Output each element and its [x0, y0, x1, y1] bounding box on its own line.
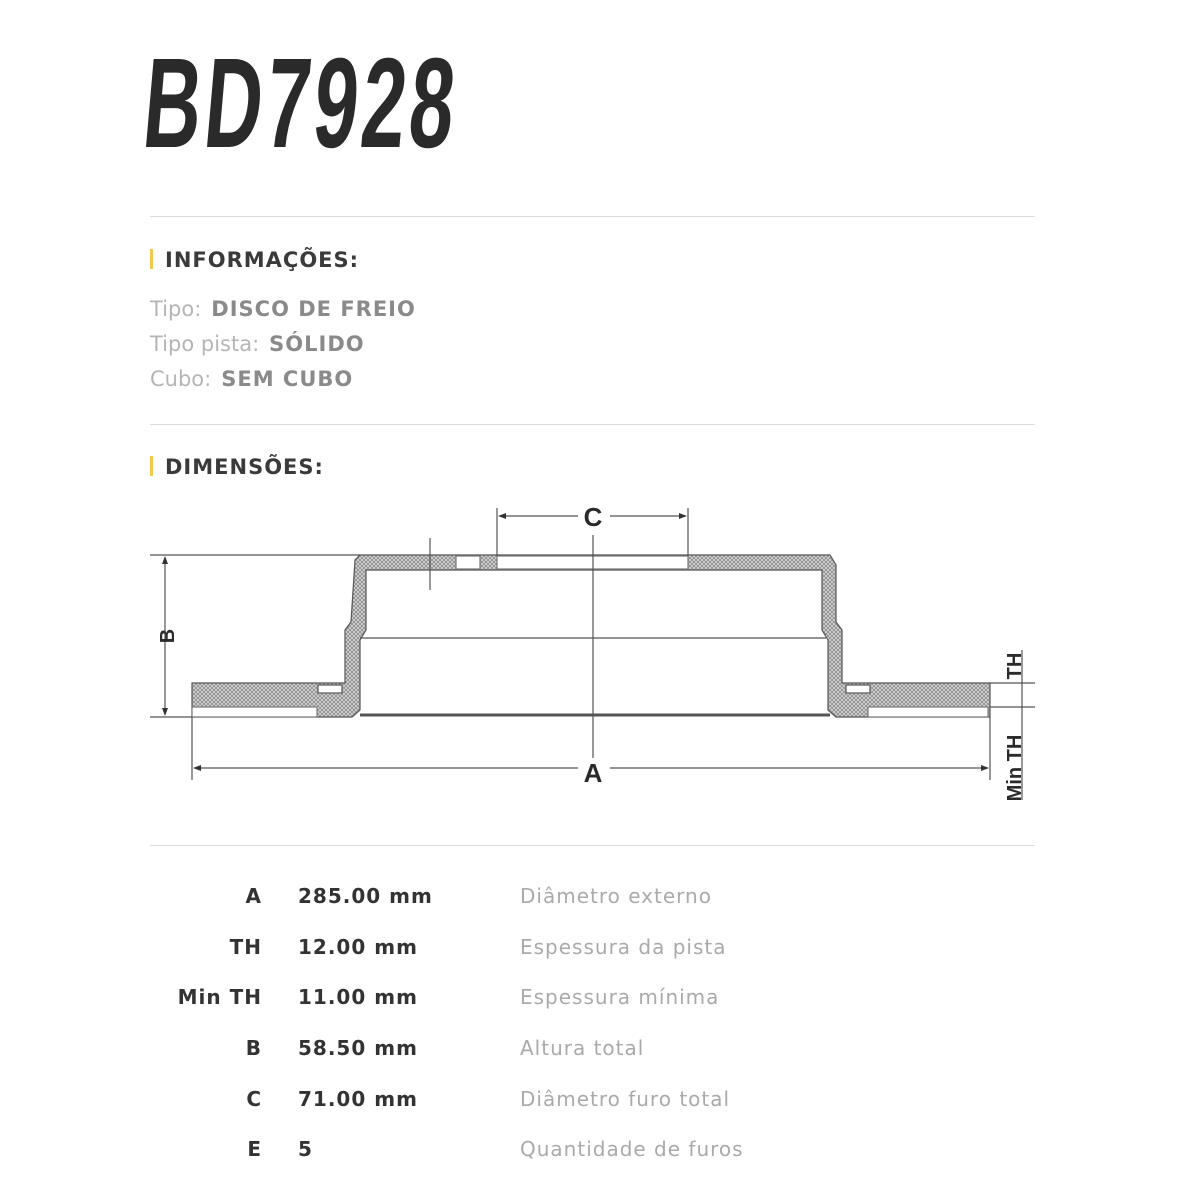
- spec-value: 11.00 mm: [298, 985, 418, 1009]
- label-a: A: [583, 758, 603, 788]
- spec-desc: Quantidade de furos: [520, 1137, 744, 1161]
- spec-value: 5: [298, 1137, 313, 1161]
- info-label: Tipo:: [150, 297, 202, 321]
- spec-row-min-th: [0, 985, 1200, 1015]
- spec-key: C: [246, 1087, 262, 1111]
- spec-desc: Espessura da pista: [520, 935, 727, 959]
- spec-value: 285.00 mm: [298, 884, 433, 908]
- info-label: Tipo pista:: [150, 332, 260, 356]
- spec-row-b: [0, 1036, 1200, 1066]
- info-value: SEM CUBO: [221, 367, 354, 391]
- spec-row-e: [0, 1137, 1200, 1167]
- spec-key: E: [247, 1137, 262, 1161]
- dimensions-heading-text: DIMENSÕES:: [165, 455, 324, 479]
- spec-desc: Espessura mínima: [520, 985, 720, 1009]
- label-c: C: [583, 502, 603, 532]
- info-value: DISCO DE FREIO: [211, 297, 416, 321]
- label-th: TH: [1004, 652, 1026, 680]
- spec-value: 71.00 mm: [298, 1087, 418, 1111]
- spec-key: TH: [229, 935, 262, 959]
- spec-desc: Diâmetro furo total: [520, 1087, 731, 1111]
- spec-desc: Diâmetro externo: [520, 884, 712, 908]
- spec-row-th: [0, 935, 1200, 965]
- spec-key: B: [245, 1036, 262, 1060]
- spec-row-a: [0, 884, 1200, 914]
- spec-desc: Altura total: [520, 1036, 645, 1060]
- spec-key: Min TH: [177, 985, 262, 1009]
- info-label: Cubo:: [150, 367, 212, 391]
- spec-value: 12.00 mm: [298, 935, 418, 959]
- spec-key: A: [245, 884, 262, 908]
- product-code: BD7928: [138, 32, 465, 175]
- divider: [150, 845, 1035, 846]
- label-min-th: Min TH: [1004, 734, 1026, 802]
- spec-value: 58.50 mm: [298, 1036, 418, 1060]
- label-b: B: [157, 628, 179, 644]
- spec-row-c: [0, 1087, 1200, 1117]
- info-value: SÓLIDO: [269, 332, 365, 356]
- info-heading-text: INFORMAÇÕES:: [165, 248, 360, 272]
